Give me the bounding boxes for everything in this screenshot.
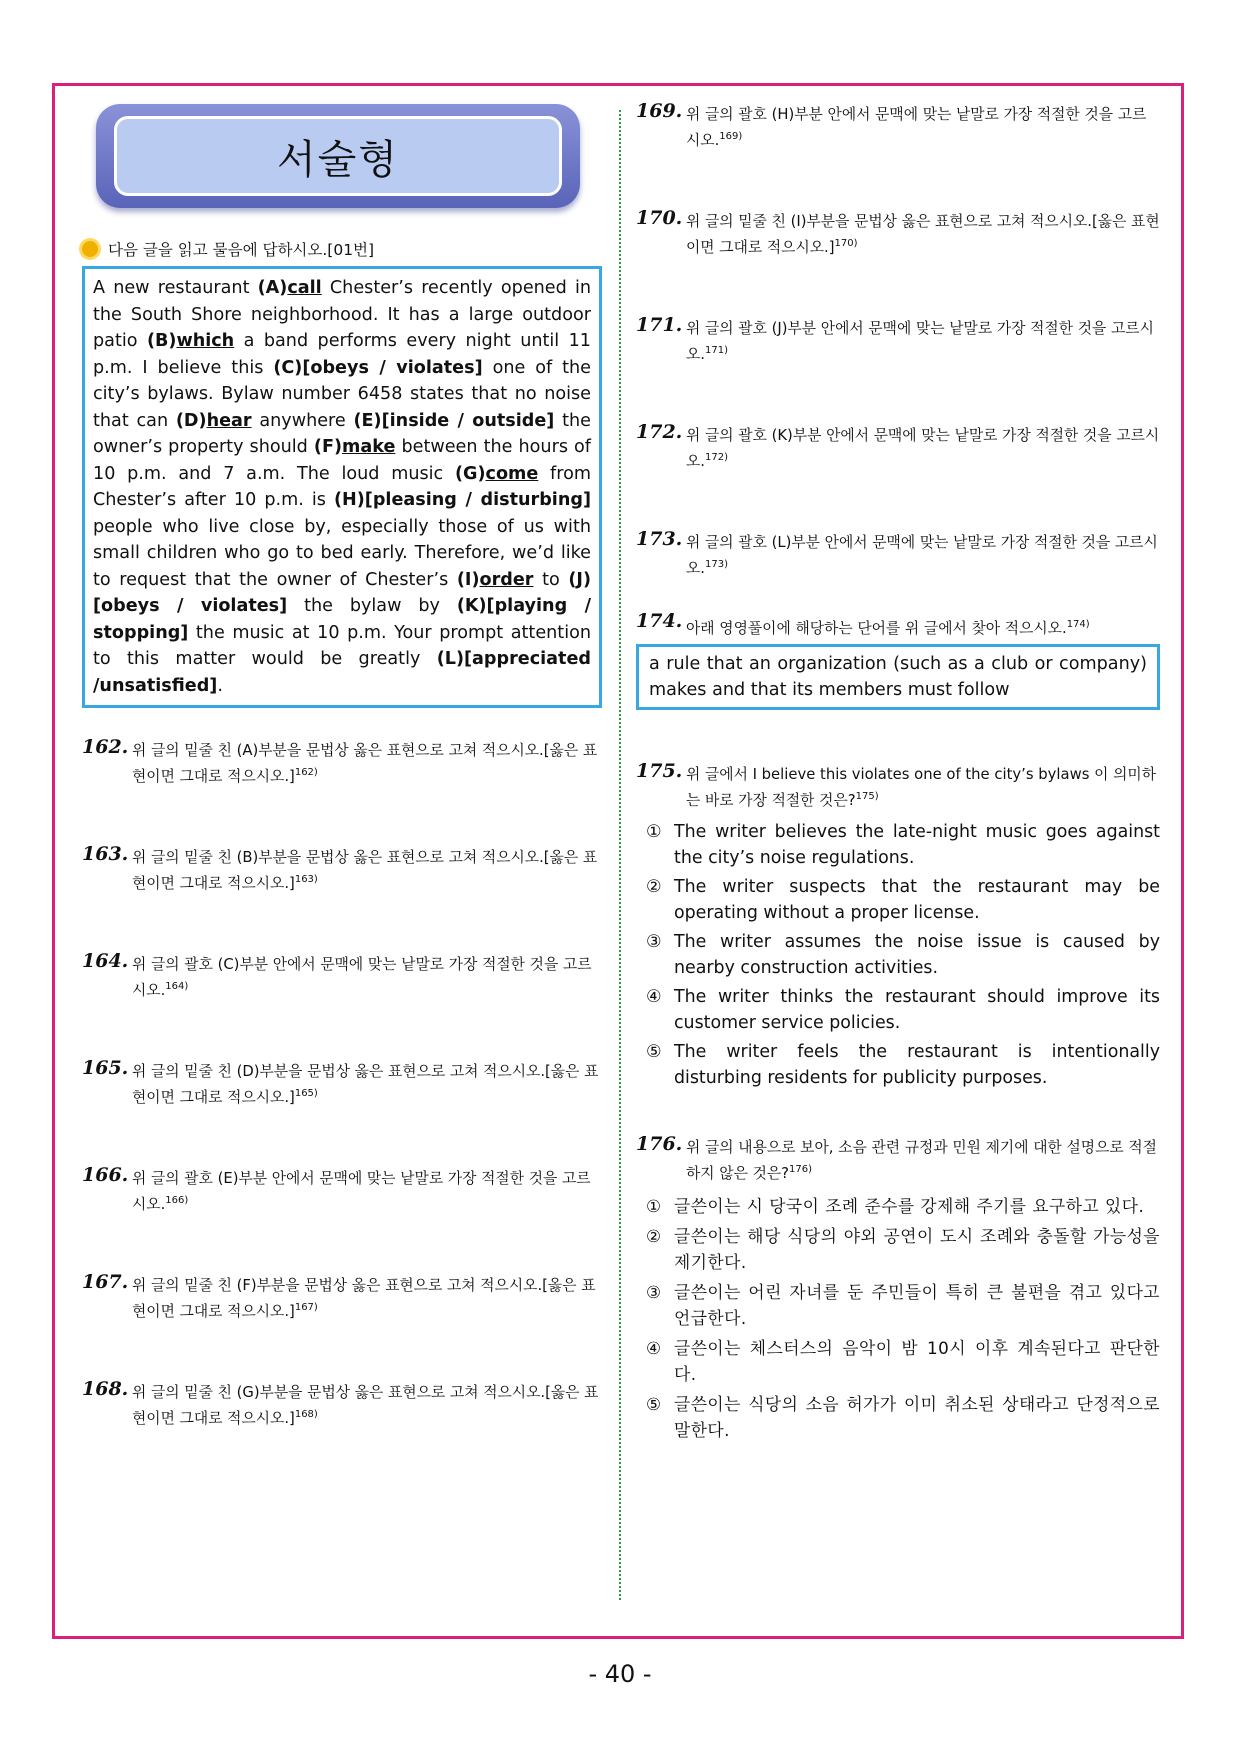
choice-item — [636, 1039, 1160, 1091]
section-title: 서술형 — [277, 136, 399, 183]
choice-text: 글쓴이는 식당의 소음 허가가 이미 취소된 상태라고 단정적으로 말한다. — [674, 1393, 1160, 1441]
choice-marker: ⑤ — [646, 1393, 662, 1414]
choices-176 — [636, 1193, 1160, 1444]
footnote-ref: 166) — [165, 1194, 189, 1206]
choice-text: 글쓴이는 어린 자녀를 둔 주민들이 특히 큰 불편을 겪고 있다고 언급한다. — [674, 1281, 1160, 1329]
question-number: 168. — [82, 1377, 129, 1400]
question-text: 위 글의 괄호 (C)부분 안에서 문맥에 맞는 낱말로 가장 적절한 것을 고르시오. — [132, 955, 592, 999]
question-text: 위 글의 괄호 (J)부분 안에서 문맥에 맞는 낱말로 가장 적절한 것을 고르시오. — [686, 319, 1154, 363]
question-number: 175. — [636, 759, 683, 782]
question-text: 위 글의 밑줄 친 (D)부분을 문법상 옳은 표현으로 고쳐 적으시오.[옳은 표현이면 그대로 적으시오.] — [132, 1062, 599, 1106]
choice-text: 글쓴이는 해당 식당의 야외 공연이 도시 조례와 충돌할 가능성을 제기한다. — [674, 1225, 1160, 1273]
bold-marker: (G) — [454, 463, 486, 484]
right-questions — [636, 100, 1160, 580]
choice-text: The writer thinks the restaurant should improve its customer service policies. — [674, 987, 1160, 1034]
instruction — [82, 238, 602, 260]
question-172 — [636, 420, 1160, 473]
question-text: 아래 영영풀이에 해당하는 단어를 위 글에서 찾아 적으시오. — [686, 619, 1067, 637]
bold-marker: (B) — [146, 331, 177, 351]
choice-text: The writer assumes the noise issue is caused by nearby construction activities. — [674, 932, 1160, 979]
question-number: 165. — [82, 1056, 129, 1079]
underlined-blank: call — [287, 278, 322, 298]
choice-item — [636, 1193, 1160, 1220]
left-questions — [82, 736, 602, 1429]
question-text: 위 글의 밑줄 친 (F)부분을 문법상 옳은 표현으로 고쳐 적으시오.[옳은 표현이면 그대로 적으시오.] — [132, 1276, 596, 1320]
passage-text: from Chester’s after 10 p.m. is — [93, 463, 591, 510]
footnote-ref: 162) — [294, 767, 318, 778]
choice-item — [636, 1391, 1160, 1444]
question-175 — [636, 759, 1160, 812]
choice-marker: ③ — [646, 932, 662, 953]
definition-text: a rule that an organization (such as a club or company) makes and that its members must follow — [649, 653, 1147, 700]
choices-175 — [636, 819, 1160, 1091]
passage-text: to — [533, 569, 569, 590]
choice-marker: ② — [646, 877, 662, 898]
question-number: 166. — [82, 1163, 129, 1186]
passage-text: a band performs every night until 11 p.m. I believe this — [93, 331, 592, 378]
left-column — [82, 104, 602, 1429]
choice-marker: ① — [646, 822, 662, 843]
question-text: 위 글에서 I believe this violates one of the city’s bylaws 이 의미하는 바로 가장 적절한 것은? — [686, 765, 1156, 809]
passage-text: anywhere — [251, 410, 354, 431]
underlined-blank: which — [176, 331, 235, 351]
flower-icon — [82, 241, 98, 257]
passage-text: the music at 10 p.m. Your prompt attention to this matter would be greatly — [93, 622, 591, 669]
question-number: 173. — [636, 527, 683, 550]
passage-text: between the hours of 10 p.m. and 7 a.m. The loud music — [93, 437, 591, 484]
footnote-ref: 174) — [1066, 618, 1090, 630]
bold-marker: (H)[pleasing / disturbing] — [333, 490, 591, 510]
question-number: 172. — [636, 420, 683, 443]
instruction-text: 다음 글을 읽고 물음에 답하시오.[01번] — [108, 241, 375, 259]
question-number: 164. — [82, 949, 129, 972]
question-162 — [82, 736, 602, 788]
bold-marker: (F) — [313, 437, 343, 457]
choice-marker: ① — [646, 1196, 662, 1217]
question-165 — [82, 1056, 602, 1109]
question-168 — [82, 1377, 602, 1430]
underlined-blank: order — [479, 569, 534, 590]
footnote-ref: 165) — [294, 1087, 318, 1099]
footnote-ref: 169) — [719, 131, 743, 142]
choice-item — [636, 874, 1160, 926]
passage-text: the bylaw by — [287, 596, 457, 616]
section-banner — [96, 104, 580, 208]
question-number: 162. — [82, 736, 129, 758]
choice-marker: ⑤ — [646, 1042, 662, 1063]
choice-text: The writer believes the late-night music goes against the city’s noise regulations. — [674, 822, 1160, 869]
footnote-ref: 164) — [165, 980, 189, 992]
footnote-ref: 171) — [705, 344, 728, 356]
right-column — [636, 100, 1160, 1447]
bold-marker: (K)[playing / stopping] — [93, 596, 591, 643]
choice-marker: ④ — [646, 1337, 662, 1358]
question-173 — [636, 527, 1160, 580]
choice-marker: ② — [646, 1225, 662, 1246]
choice-marker: ④ — [646, 987, 662, 1008]
footnote-ref: 175) — [855, 790, 879, 802]
bold-marker: (C)[obeys / violates] — [273, 357, 483, 378]
footnote-ref: 172) — [705, 451, 728, 463]
question-163 — [82, 842, 602, 895]
underlined-blank: make — [342, 437, 396, 457]
footnote-ref: 173) — [705, 558, 728, 570]
question-number: 174. — [636, 609, 683, 632]
choice-item — [636, 1223, 1160, 1276]
section-banner-inner — [114, 116, 562, 196]
question-number: 176. — [636, 1133, 683, 1156]
passage-text: . — [217, 675, 223, 696]
question-169 — [636, 100, 1160, 152]
question-171 — [636, 313, 1160, 366]
choice-marker: ③ — [646, 1281, 662, 1302]
choice-item — [636, 1335, 1160, 1388]
choice-item — [636, 1279, 1160, 1332]
passage-text: A new restaurant — [93, 278, 258, 298]
passage-text: people who live close by, especially those of us with small children who go to bed early. Therefore, we’d like to request that the owner of Chester’s — [93, 516, 591, 590]
question-164 — [82, 949, 602, 1002]
question-number: 171. — [636, 313, 683, 336]
question-166 — [82, 1163, 602, 1216]
bold-marker: (D) — [175, 410, 207, 431]
underlined-blank: come — [485, 463, 539, 484]
choice-item — [636, 984, 1160, 1036]
bold-marker: (I) — [456, 569, 480, 590]
footnote-ref: 168) — [294, 1408, 318, 1420]
choice-text: 글쓴이는 시 당국이 조례 준수를 강제해 주기를 요구하고 있다. — [674, 1196, 1145, 1217]
question-text: 위 글의 밑줄 친 (I)부분을 문법상 옳은 표현으로 고쳐 적으시오.[옳은 표현이면 그대로 적으시오.] — [686, 212, 1160, 256]
footnote-ref: 170) — [834, 237, 858, 249]
footnote-ref: 163) — [294, 873, 318, 885]
choice-text: The writer suspects that the restaurant may be operating without a proper license. — [674, 877, 1160, 924]
choice-item — [636, 929, 1160, 981]
question-174 — [636, 609, 1160, 640]
question-number: 169. — [636, 100, 683, 122]
footnote-ref: 176) — [789, 1164, 813, 1176]
column-divider — [619, 110, 621, 1600]
passage-text: Chester’s recently opened in the South Shore neighborhood. It has a large outdoor patio — [93, 278, 591, 351]
definition-box — [636, 644, 1160, 710]
question-text: 위 글의 괄호 (K)부분 안에서 문맥에 맞는 낱말로 가장 적절한 것을 고르시오. — [686, 426, 1160, 470]
question-167 — [82, 1270, 602, 1323]
page-number: - 40 - — [588, 1660, 652, 1688]
choice-text: 글쓴이는 체스터스의 음악이 밤 10시 이후 계속된다고 판단한다. — [674, 1337, 1160, 1385]
question-170 — [636, 206, 1160, 259]
question-text: 위 글의 밑줄 친 (B)부분을 문법상 옳은 표현으로 고쳐 적으시오.[옳은 표현이면 그대로 적으시오.] — [132, 848, 598, 892]
choice-item — [636, 819, 1160, 871]
bold-marker: (E)[inside / outside] — [353, 410, 555, 431]
bold-marker: (A) — [257, 278, 288, 298]
footnote-ref: 167) — [294, 1301, 318, 1313]
bold-marker: (J)[obeys / violates] — [93, 569, 591, 616]
question-number: 163. — [82, 842, 129, 865]
reading-passage — [82, 266, 602, 708]
question-text: 위 글의 괄호 (L)부분 안에서 문맥에 맞는 낱말로 가장 적절한 것을 고르시오. — [686, 533, 1158, 577]
question-text: 위 글의 밑줄 친 (G)부분을 문법상 옳은 표현으로 고쳐 적으시오.[옳은 표현이면 그대로 적으시오.] — [132, 1383, 599, 1427]
underlined-blank: hear — [206, 410, 252, 431]
passage-text: the owner’s property should — [93, 410, 591, 457]
choice-text: The writer feels the restaurant is intentionally disturbing residents for publicity purposes. — [674, 1042, 1160, 1089]
passage-text: one of the city’s bylaws. Bylaw number 6458 states that no noise that can — [93, 357, 591, 431]
question-text: 위 글의 괄호 (H)부분 안에서 문맥에 맞는 낱말로 가장 적절한 것을 고르시오. — [686, 106, 1147, 149]
question-number: 167. — [82, 1270, 129, 1293]
question-text: 위 글의 밑줄 친 (A)부분을 문법상 옳은 표현으로 고쳐 적으시오.[옳은 표현이면 그대로 적으시오.] — [132, 742, 598, 785]
question-text: 위 글의 내용으로 보아, 소음 관련 규정과 민원 제기에 대한 설명으로 적절하지 않은 것은? — [686, 1139, 1157, 1183]
question-text: 위 글의 괄호 (E)부분 안에서 문맥에 맞는 낱말로 가장 적절한 것을 고르시오. — [132, 1169, 591, 1213]
question-number: 170. — [636, 206, 683, 229]
question-176 — [636, 1133, 1160, 1185]
bold-marker: (L)[appreciated /unsatisfied] — [93, 649, 591, 696]
